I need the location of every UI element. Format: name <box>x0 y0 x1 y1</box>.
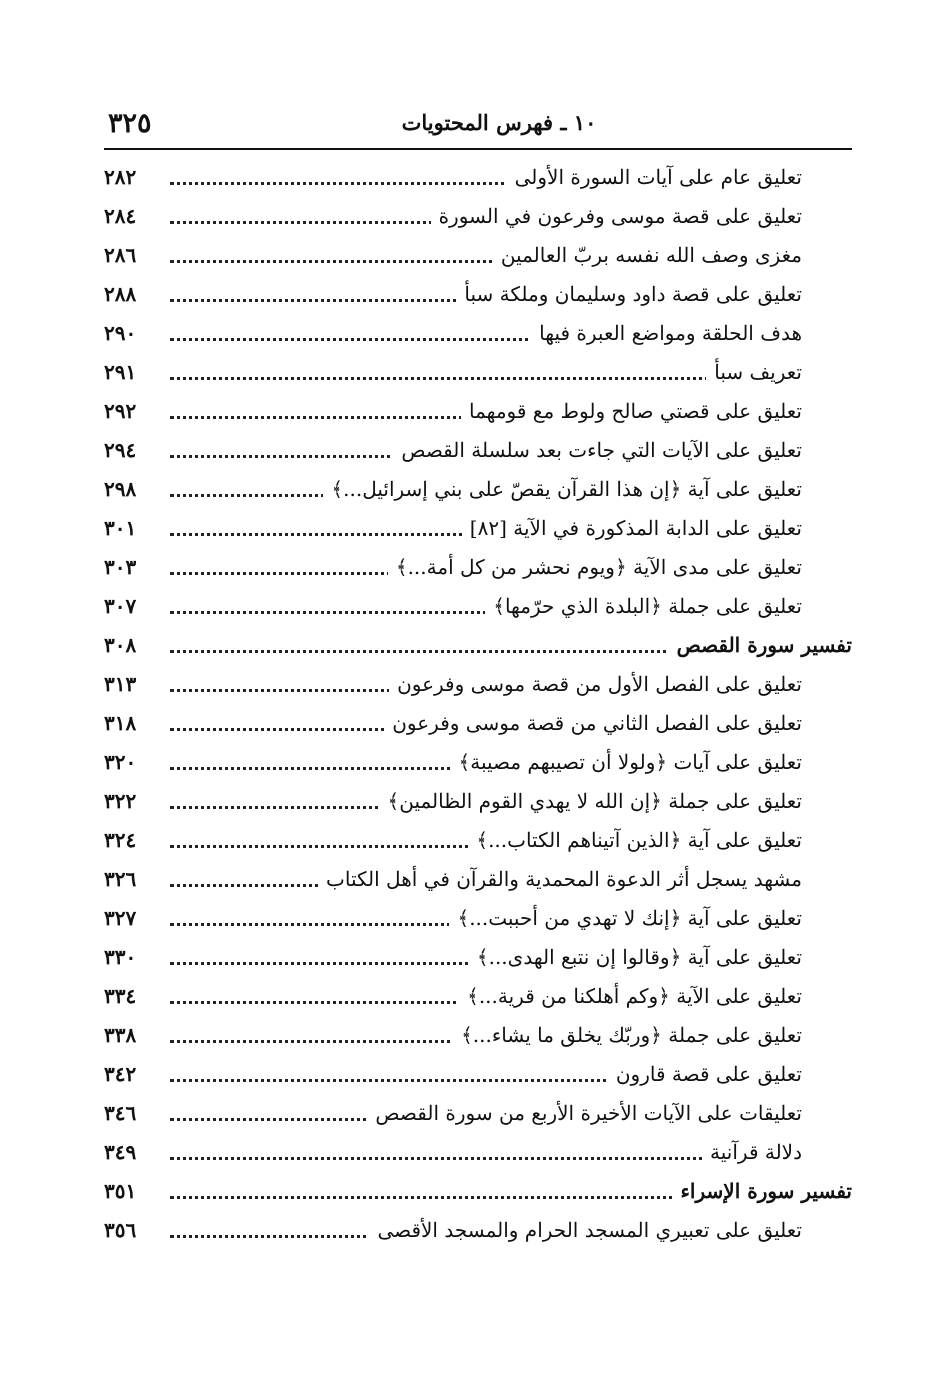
running-title: ١٠ ـ فهرس المحتويات <box>401 110 597 135</box>
toc-section-heading <box>104 1172 852 1211</box>
toc-entry-page-number: ٣٤٦ <box>104 1101 137 1125</box>
toc-entry-page-number: ٢٩٠ <box>104 321 137 345</box>
toc-entry <box>104 821 852 860</box>
toc-entry-title: تعريف سبأ <box>706 355 802 389</box>
toc-entry-page-number: ٢٨٨ <box>104 282 137 306</box>
toc-entry-page-number: ٣٣٤ <box>104 984 137 1008</box>
toc-entry <box>104 938 852 977</box>
toc-entry-page-number: ٣٣٠ <box>104 945 137 969</box>
toc-entry-title: تعليق على قصة داود وسليمان وملكة سبأ <box>456 277 802 311</box>
toc-entry <box>104 353 852 392</box>
toc-entry-title: تعليق عام على آيات السورة الأولى <box>507 160 802 194</box>
toc-entry-page-number: ٢٩٢ <box>104 399 137 423</box>
toc-entry <box>104 548 852 587</box>
toc-entry-title: مشهد يسجل أثر الدعوة المحمدية والقرآن في أهل الكتاب <box>318 862 802 896</box>
toc-entry <box>104 860 852 899</box>
toc-entry <box>104 1094 852 1133</box>
toc-entry <box>104 1211 852 1250</box>
toc-entry <box>104 509 852 548</box>
toc-entry-page-number: ٣٢٠ <box>104 750 137 774</box>
toc-entry-title: تفسير سورة الإسراء <box>673 1174 852 1208</box>
toc-entry-page-number: ٣٤٩ <box>104 1140 137 1164</box>
toc-entry <box>104 314 852 353</box>
toc-entry-page-number: ٢٩٨ <box>104 477 137 501</box>
toc-entry-title: تعليق على جملة ﴿البلدة الذي حرّمها﴾ <box>485 589 802 623</box>
toc-entry-title: تعليق على جملة ﴿إن الله لا يهدي القوم الظالمين﴾ <box>380 784 802 818</box>
toc-entry-page-number: ٢٩١ <box>104 360 137 384</box>
toc-entry-title: تعليق على جملة ﴿وربّك يخلق ما يشاء...﴾ <box>453 1018 802 1052</box>
toc-entry-title: تعليق على آيات ﴿ولولا أن تصيبهم مصيبة﴾ <box>451 745 803 779</box>
toc-entry-page-number: ٢٨٤ <box>104 204 137 228</box>
toc-entry-page-number: ٢٨٢ <box>104 165 137 189</box>
toc-entry <box>104 1055 852 1094</box>
toc-entry <box>104 158 852 197</box>
toc-entry-page-number: ٣٤٢ <box>104 1062 137 1086</box>
toc-entry <box>104 392 852 431</box>
toc-entry-title: تعليق على قصة موسى وفرعون في السورة <box>431 199 802 233</box>
page-number: ٣٢٥ <box>108 108 152 139</box>
toc-entry-title: تعليق على الفصل الثاني من قصة موسى وفرعون <box>384 706 802 740</box>
toc-entry-page-number: ٢٨٦ <box>104 243 137 267</box>
toc-entry <box>104 704 852 743</box>
toc-entry-title: تعليق على مدى الآية ﴿ويوم نحشر من كل أمة...﴾ <box>388 550 802 584</box>
toc-entry-title: هدف الحلقة ومواضع العبرة فيها <box>531 316 802 350</box>
toc-entry-page-number: ٣٢٦ <box>104 867 137 891</box>
toc-entry <box>104 431 852 470</box>
toc-entry-page-number: ٢٩٤ <box>104 438 137 462</box>
toc-entry <box>104 1016 852 1055</box>
toc-entry-title: تعليق على تعبيري المسجد الحرام والمسجد الأقصى <box>369 1213 802 1247</box>
toc-entry-title: تعليق على الدابة المذكورة في الآية [٨٢] <box>462 511 802 545</box>
toc-entry-title: تعليق على آية ﴿إن هذا القرآن يقصّ على بني إسرائيل...﴾ <box>323 472 802 506</box>
toc-entry-title: تعليق على قصتي صالح ولوط مع قومهما <box>461 394 802 428</box>
toc-entry-title: تعليق على آية ﴿وقالوا إن نتبع الهدى...﴾ <box>469 940 802 974</box>
toc-entry-title: دلالة قرآنية <box>702 1135 802 1169</box>
page-header <box>104 104 852 146</box>
header-rule <box>104 148 852 150</box>
dot-leader <box>170 377 794 380</box>
toc-entry <box>104 665 852 704</box>
table-of-contents <box>104 158 852 1250</box>
toc-entry-title: تعليقات على الآيات الأخيرة الأربع من سورة القصص <box>367 1096 802 1130</box>
toc-entry-page-number: ٣١٣ <box>104 672 137 696</box>
toc-entry-page-number: ٣١٨ <box>104 711 137 735</box>
toc-entry-page-number: ٣٢٤ <box>104 828 137 852</box>
toc-entry-title: تعليق على آية ﴿إنك لا تهدي من أحببت...﴾ <box>449 901 802 935</box>
toc-entry-page-number: ٣٠٨ <box>104 633 137 657</box>
toc-entry-title: تعليق على الآيات التي جاءت بعد سلسلة القصص <box>393 433 802 467</box>
toc-entry-page-number: ٣٠١ <box>104 516 137 540</box>
toc-entry <box>104 899 852 938</box>
toc-entry <box>104 782 852 821</box>
toc-entry-page-number: ٣٠٣ <box>104 555 137 579</box>
toc-entry <box>104 977 852 1016</box>
toc-entry-page-number: ٣٠٧ <box>104 594 137 618</box>
toc-entry-page-number: ٣٢٧ <box>104 906 137 930</box>
toc-section-heading <box>104 626 852 665</box>
toc-entry-page-number: ٣٣٨ <box>104 1023 137 1047</box>
toc-entry-title: تعليق على الفصل الأول من قصة موسى وفرعون <box>389 667 802 701</box>
toc-entry <box>104 470 852 509</box>
toc-entry-page-number: ٣٥٦ <box>104 1218 137 1242</box>
toc-entry <box>104 1133 852 1172</box>
toc-entry-title: تعليق على الآية ﴿وكم أهلكنا من قرية...﴾ <box>459 979 802 1013</box>
toc-entry <box>104 197 852 236</box>
toc-entry-page-number: ٣٢٢ <box>104 789 137 813</box>
toc-entry <box>104 275 852 314</box>
toc-entry-title: تفسير سورة القصص <box>669 628 852 662</box>
toc-entry <box>104 236 852 275</box>
toc-entry-title: تعليق على آية ﴿الذين آتيناهم الكتاب...﴾ <box>468 823 802 857</box>
toc-entry <box>104 587 852 626</box>
toc-entry-title: تعليق على قصة قارون <box>608 1057 802 1091</box>
toc-entry-page-number: ٣٥١ <box>104 1179 137 1203</box>
toc-entry-title: مغزى وصف الله نفسه بربّ العالمين <box>493 238 802 272</box>
dot-leader <box>170 1157 794 1160</box>
toc-entry <box>104 743 852 782</box>
